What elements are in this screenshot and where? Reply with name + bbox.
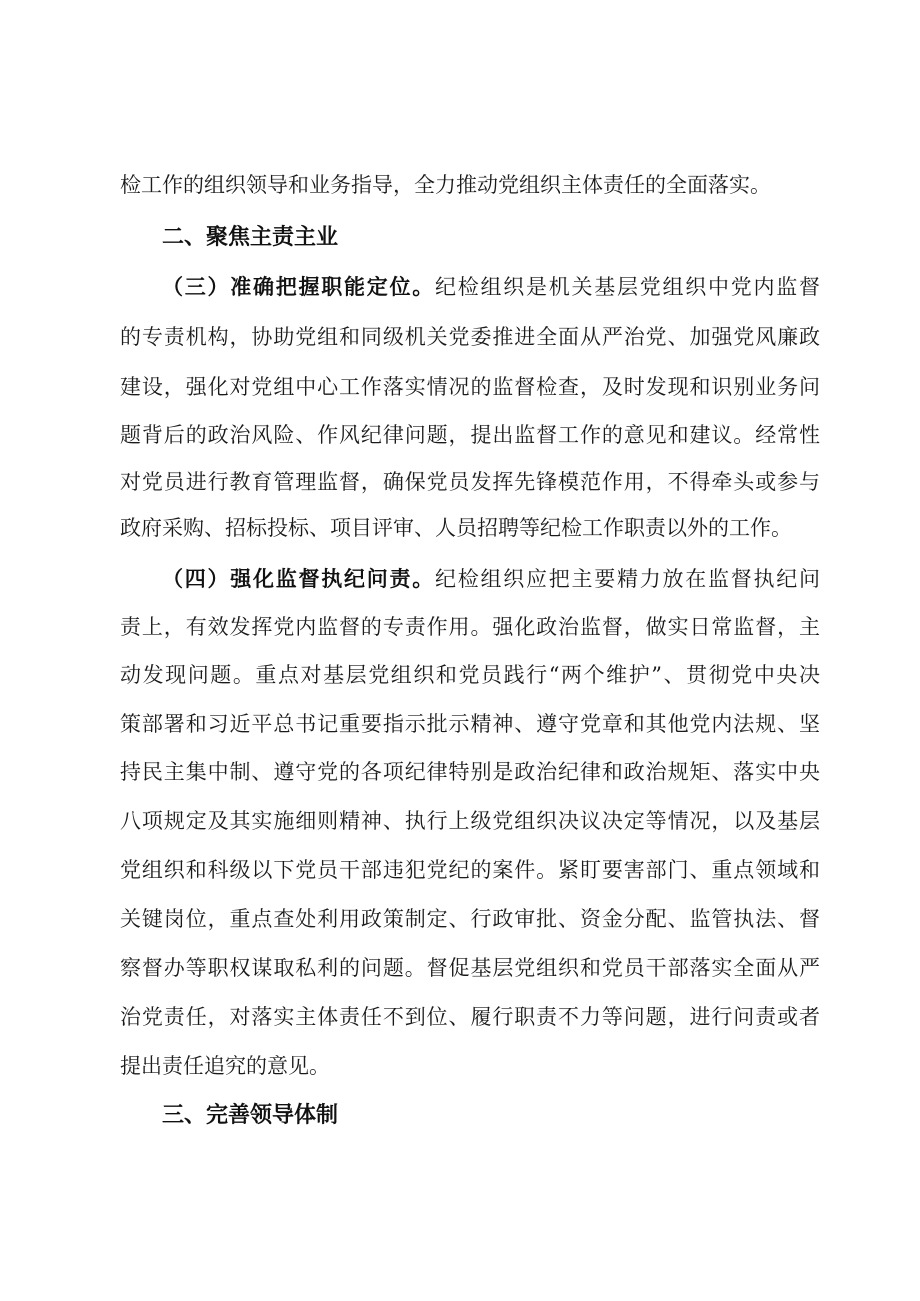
item-three-line: 建设，强化对党组中心工作落实情况的监督检查，及时发现和识别业务问: [120, 375, 820, 399]
item-three-line: 政府采购、招标投标、项目评审、人员招聘等纪检工作职责以外的工作。: [120, 516, 792, 540]
item-four-line: 持民主集中制、遵守党的各项纪律特别是政治纪律和政治规矩、落实中央: [120, 760, 820, 784]
item-three-line: 的专责机构，协助党组和同级机关党委推进全面从严治党、加强党风廉政: [120, 325, 820, 349]
item-four-text: 纪检组织应把主要精力放在监督执纪问: [435, 567, 820, 591]
item-four-line: 八项规定及其实施细则精神、执行上级党组织决议决定等情况，以及基层: [120, 809, 820, 833]
item-four-first-line: [162, 564, 820, 594]
item-three-text: 纪检组织是机关基层党组织中党内监督: [435, 275, 820, 299]
item-three-line: 题背后的政治风险、作风纪律问题，提出监督工作的意见和建议。经常性: [120, 423, 820, 447]
item-four-line: 关键岗位，重点查处利用政策制定、行政审批、资金分配、监管执法、督: [120, 907, 820, 931]
item-four-line: 察督办等职权谋取私利的问题。督促基层党组织和党员干部落实全面从严: [120, 956, 820, 980]
item-four-line: 党组织和科级以下党员干部违犯党纪的案件。紧盯要害部门、重点领域和: [120, 858, 820, 882]
item-four-line: 提出责任追究的意见。: [120, 1054, 330, 1078]
item-four-lead: （四）强化监督执纪问责。: [162, 567, 435, 591]
section-two-heading: 二、聚焦主责主业: [162, 225, 339, 250]
item-three-line: 对党员进行教育管理监督，确保党员发挥先锋模范作用，不得牵头或参与: [120, 470, 820, 494]
item-four-line: 责上，有效发挥党内监督的专责作用。强化政治监督，做实日常监督，主: [120, 615, 820, 639]
opening-paragraph-line: 检工作的组织领导和业务指导，全力推动党组织主体责任的全面落实。: [120, 173, 771, 197]
item-four-line: 动发现问题。重点对基层党组织和党员践行“两个维护”、贯彻党中央决: [120, 663, 820, 687]
item-four-line: 策部署和习近平总书记重要指示批示精神、遵守党章和其他党内法规、坚: [120, 712, 820, 736]
item-three-first-line: [162, 272, 820, 302]
section-three-heading: 三、完善领导体制: [162, 1103, 339, 1128]
item-three-lead: （三）准确把握职能定位。: [162, 275, 435, 299]
item-four-line: 治党责任，对落实主体责任不到位、履行职责不力等问题，进行问责或者: [120, 1005, 820, 1029]
